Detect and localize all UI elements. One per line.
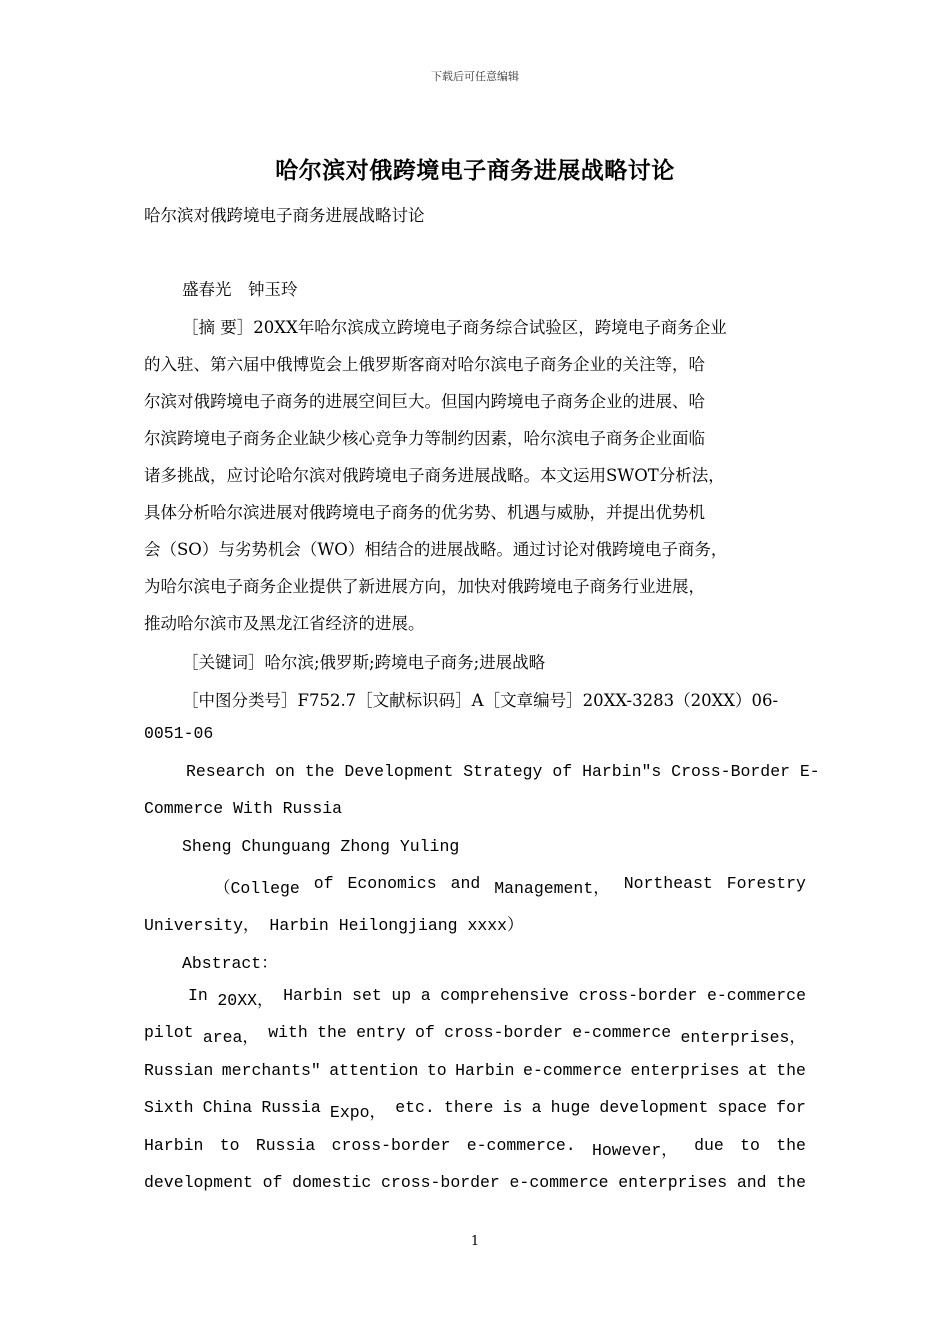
word: etc. [395,1098,435,1117]
word: of [262,1173,283,1192]
word: to [219,1136,240,1155]
affiliation-word: and [450,874,481,893]
word: huge [550,1098,591,1117]
affiliation-word: Economics [347,874,437,893]
word: enterprises， [680,1028,806,1047]
word: e-commerce [572,1023,672,1042]
affiliation-word: Management， [494,879,610,898]
word: for [776,1098,806,1117]
classification-line: ［中图分类号］F752.7［文献标识码］A［文章编号］20XX-3283（20XX）06- [182,691,779,710]
word: pilot [144,1023,194,1042]
word: e-commerce [706,986,806,1005]
word: the [776,1061,806,1080]
word: domestic [292,1173,372,1192]
abstract-en-line [144,1136,806,1160]
word: enterprises [630,1061,740,1080]
affiliation-word: （College [214,879,300,898]
word: set [352,986,382,1005]
word: 20XX， [217,991,274,1010]
word: Harbin [283,986,343,1005]
affiliation-word: Northeast [623,874,713,893]
abstract-cn-line: 尔滨跨境电子商务企业缺少核心竞争力等制约因素，哈尔滨电子商务企业面临 [144,429,705,448]
abstract-cn-line: ［摘 要］20XX年哈尔滨成立跨境电子商务综合试验区，跨境电子商务企业 [182,318,727,337]
word: comprehensive [440,986,569,1005]
word: space [717,1098,768,1117]
header-note: 下载后可任意编辑 [431,70,519,83]
abstract-cn-line: 尔滨对俄跨境电子商务的进展空间巨大。但国内跨境电子商务企业的进展、哈 [144,392,705,411]
word: Sixth [144,1098,194,1117]
word: Expo， [329,1103,387,1122]
word: However， [591,1141,678,1160]
subtitle [144,202,806,226]
abstract-cn-line: 为哈尔滨电子商务企业提供了新进展方向，加快对俄跨境电子商务行业进展， [144,577,705,596]
word: cross-border [444,1023,563,1042]
word: e-commerce [509,1173,609,1192]
word: Russia [261,1098,321,1117]
word: entry [356,1023,406,1042]
document-title: 哈尔滨对俄跨境电子商务进展战略讨论 [275,157,675,184]
word: there [443,1098,494,1117]
word: Russian [144,1061,214,1080]
word: the [317,1023,347,1042]
authors-cn-text: 盛春光 钟玉玲 [182,280,298,299]
abstract-en-line [144,1173,806,1192]
word: China [202,1098,253,1117]
affiliation-word: Forestry [726,874,806,893]
abstract-en-line [144,1023,806,1047]
word: Harbin [455,1061,515,1080]
word: a [531,1098,542,1117]
word: cross-border [578,986,698,1005]
affiliation-line-1 [214,874,806,898]
classification-line: 0051-06 [144,724,214,743]
word: the [776,1173,806,1192]
abstract-cn-line: 的入驻、第六届中俄博览会上俄罗斯客商对哈尔滨电子商务企业的关注等，哈 [144,355,705,374]
abstract-cn-line: 诸多挑战，应讨论哈尔滨对俄跨境电子商务进展战略。本文运用SWOT分析法， [144,466,725,485]
word: In [188,986,208,1005]
word: is [502,1098,523,1117]
word: and [736,1173,767,1192]
word: to [426,1061,447,1080]
word: to [740,1136,760,1155]
word: due [694,1136,724,1155]
english-title-line: Research on the Development Strategy of Harbin″s Cross-Border E- [186,762,820,781]
word: attention [329,1061,419,1080]
word: up [391,986,412,1005]
word: development [599,1098,709,1117]
abstract-cn-line: 推动哈尔滨市及黑龙江省经济的进展。 [144,614,425,633]
word: cross-border [381,1173,500,1192]
word: the [776,1136,806,1155]
word: e-commerce. [466,1136,576,1155]
abstract-cn-line: 会（SO）与劣势机会（WO）相结合的进展战略。通过讨论对俄跨境电子商务， [144,540,728,559]
word: Russia [255,1136,316,1155]
abstract-en-line [144,1098,806,1122]
affiliation-line-2: University， Harbin Heilongjiang xxxx） [144,916,524,935]
word: enterprises [618,1173,728,1192]
abstract-en-label: Abstract： [182,954,278,973]
authors-en: Sheng Chunguang Zhong Yuling [182,837,460,856]
abstract-cn-line: 具体分析哈尔滨进展对俄跨境电子商务的优劣势、机遇与威胁，并提出优势机 [144,503,705,522]
word: with [268,1023,308,1042]
keywords-cn: ［关键词］哈尔滨;俄罗斯;跨境电子商务;进展战略 [182,653,546,672]
word: cross-border [331,1136,451,1155]
affiliation-word: of [313,874,334,893]
subtitle-text: 哈尔滨对俄跨境电子商务进展战略讨论 [144,206,425,225]
word: of [414,1023,435,1042]
word: Harbin [144,1136,204,1155]
word: development [144,1173,253,1192]
word: at [747,1061,768,1080]
authors-cn [182,276,844,300]
word: e-commerce [523,1061,623,1080]
page-number: 1 [470,1234,480,1249]
abstract-en-line [144,1061,806,1080]
english-title-line: Commerce With Russia [144,799,343,818]
word: area， [202,1028,259,1047]
word: a [420,986,431,1005]
abstract-en-line [188,986,806,1010]
word: merchants″ [221,1061,321,1080]
